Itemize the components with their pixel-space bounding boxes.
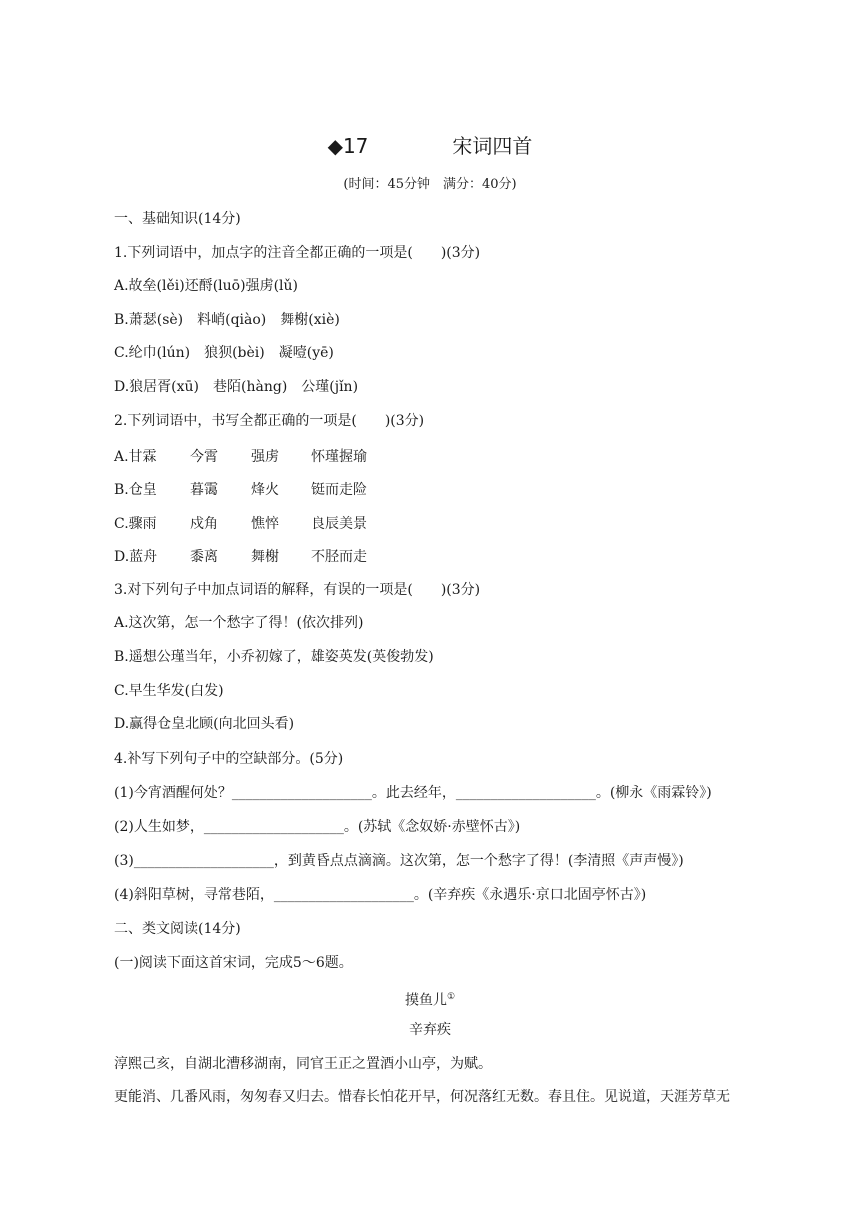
q2-d-word: 黍离 [190,549,218,565]
q2-b-word: B.仓皇 [114,482,157,498]
q4-item-3: (3)____________________，到黄昏点点滴滴。这次第，怎一个愁字了得！(李清照《声声慢》) [114,853,684,869]
q2-d-word: 不胫而走 [311,549,367,565]
q2-a-word: 怀瑾握瑜 [311,449,367,465]
q1-option-b: B.萧瑟(sè) 料峭(qiào) 舞榭(xiè) [114,312,340,328]
q2-d-word: D.蓝舟 [114,549,158,565]
q2-d-word: 舞榭 [251,549,279,565]
lesson-name: 宋词四首 [452,134,533,158]
question-3: 3.对下列句子中加点词语的解释，有误的一项是( )(3分) [114,582,481,598]
q3-option-d: D.赢得仓皇北顾(向北回头看) [114,716,295,732]
question-4: 4.补写下列句子中的空缺部分。(5分) [114,751,344,767]
q1-option-a: A.故垒(lěi)还酹(luō)强虏(lǔ) [114,278,298,294]
lesson-title [0,132,860,160]
reading-instruction: (一)阅读下面这首宋词，完成5～6题。 [114,955,353,971]
lesson-number: ◆17 [327,134,369,158]
section-heading-basic: 一、基础知识(14分) [114,211,241,227]
q2-option-b [114,480,367,500]
q2-b-word: 暮霭 [190,482,218,498]
poem-preface: 淳熙己亥，自湖北漕移湖南，同官王正之置酒小山亭，为赋。 [114,1056,492,1072]
q4-item-2: (2)人生如梦，____________________。(苏轼《念奴娇·赤壁怀古》) [114,819,521,835]
q4-item-1: (1)今宵酒醒何处？____________________。此去经年，____________________。(柳永《雨霖铃》) [114,785,712,801]
q1-option-c: C.纶巾(lún) 狼狈(bèi) 凝噎(yē) [114,345,334,361]
q2-b-word: 烽火 [251,482,279,498]
q3-option-c: C.早生华发(白发) [114,683,224,699]
q2-c-word: 戍角 [190,516,218,532]
q2-a-word: 强虏 [251,449,279,465]
q4-item-4: (4)斜阳草树，寻常巷陌，____________________。(辛弃疾《永遇乐·京口北固亭怀古》) [114,887,647,903]
question-1: 1.下列词语中，加点字的注音全都正确的一项是( )(3分) [114,245,481,261]
q2-c-word: C.骤雨 [114,516,157,532]
q2-option-d [114,547,367,567]
poem-title [0,987,860,1011]
q2-a-word: 今霄 [190,449,218,465]
q2-c-word: 良辰美景 [311,516,367,532]
poem-author: 辛弃疾 [409,1022,451,1038]
q2-a-word: A.甘霖 [114,449,157,465]
q2-option-c [114,514,367,534]
q2-option-a [114,447,367,467]
q1-option-d: D.狼居胥(xū) 巷陌(hàng) 公瑾(jǐn) [114,379,359,395]
question-2: 2.下列词语中，书写全都正确的一项是( )(3分) [114,413,425,429]
q2-b-word: 铤而走险 [311,482,367,498]
exam-info: (时间：45分钟 满分：40分) [343,177,517,192]
q3-option-b: B.遥想公瑾当年，小乔初嫁了，雄姿英发(英俊勃发) [114,649,434,665]
footnote-marker: ① [446,992,456,1002]
poem-line: 更能消、几番风雨，匆匆春又归去。惜春长怕花开早，何况落红无数。春且住。见说道，天涯芳草无 [114,1089,730,1105]
q2-c-word: 憔悴 [251,516,279,532]
poem-title-text: 摸鱼儿 [404,992,447,1009]
section-heading-reading: 二、类文阅读(14分) [114,921,241,937]
q3-option-a: A.这次第，怎一个愁字了得！(依次排列) [114,615,364,631]
